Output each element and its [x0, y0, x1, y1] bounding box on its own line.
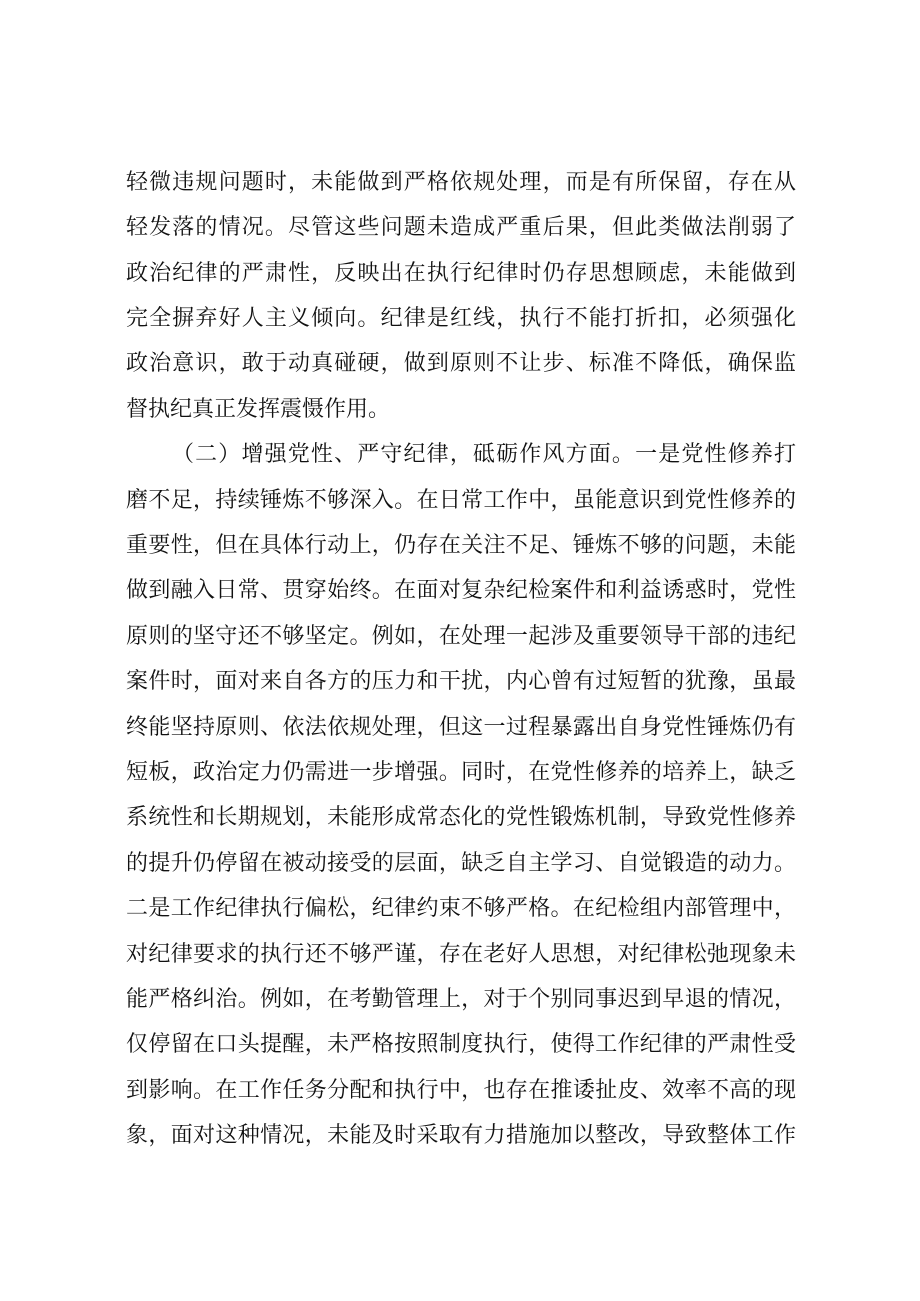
text-line: 对纪律要求的执行还不够严谨，存在老好人思想，对纪律松弛现象未	[126, 942, 796, 967]
text-line: 系统性和长期规划，未能形成常态化的党性锻炼机制，导致党性修养	[126, 805, 796, 830]
text-line: 轻发落的情况。尽管这些问题未造成严重后果，但此类做法削弱了	[126, 215, 796, 240]
text-line: 的提升仍停留在被动接受的层面，缺乏自主学习、自觉锻造的动力。	[126, 851, 796, 876]
text-line: 到影响。在工作任务分配和执行中，也存在推诿扯皮、效率不高的现	[126, 1078, 796, 1103]
text-line: 案件时，面对来自各方的压力和干扰，内心曾有过短暂的犹豫，虽最	[126, 669, 796, 694]
text-line: 仅停留在口头提醒，未严格按照制度执行，使得工作纪律的严肃性受	[126, 1032, 796, 1057]
text-line: 象，面对这种情况，未能及时采取有力措施加以整改，导致整体工作	[126, 1123, 796, 1148]
text-line: 原则的坚守还不够坚定。例如，在处理一起涉及重要领导干部的违纪	[126, 624, 796, 649]
text-line: 完全摒弃好人主义倾向。纪律是红线，执行不能打折扣，必须强化	[126, 306, 796, 331]
text-line: 二是工作纪律执行偏松，纪律约束不够严格。在纪检组内部管理中，	[126, 896, 796, 921]
text-line: 重要性，但在具体行动上，仍存在关注不足、锤炼不够的问题，未能	[126, 533, 796, 558]
section-heading-line: （二）增强党性、严守纪律，砥砺作风方面。一是党性修养打	[172, 442, 796, 467]
text-line: 磨不足，持续锤炼不够深入。在日常工作中，虽能意识到党性修养的	[126, 488, 796, 513]
text-line: 政治纪律的严肃性，反映出在执行纪律时仍存思想顾虑，未能做到	[126, 261, 796, 286]
text-line: 短板，政治定力仍需进一步增强。同时，在党性修养的培养上，缺乏	[126, 760, 796, 785]
text-line: 政治意识，敢于动真碰硬，做到原则不让步、标准不降低，确保监	[126, 351, 796, 376]
text-line: 做到融入日常、贯穿始终。在面对复杂纪检案件和利益诱惑时，党性	[126, 578, 796, 603]
text-line: 轻微违规问题时，未能做到严格依规处理，而是有所保留，存在从	[126, 170, 796, 195]
text-line: 能严格纠治。例如，在考勤管理上，对于个别同事迟到早退的情况，	[126, 987, 796, 1012]
text-line: 督执纪真正发挥震慑作用。	[126, 397, 391, 422]
text-line: 终能坚持原则、依法依规处理，但这一过程暴露出自身党性锤炼仍有	[126, 715, 796, 740]
